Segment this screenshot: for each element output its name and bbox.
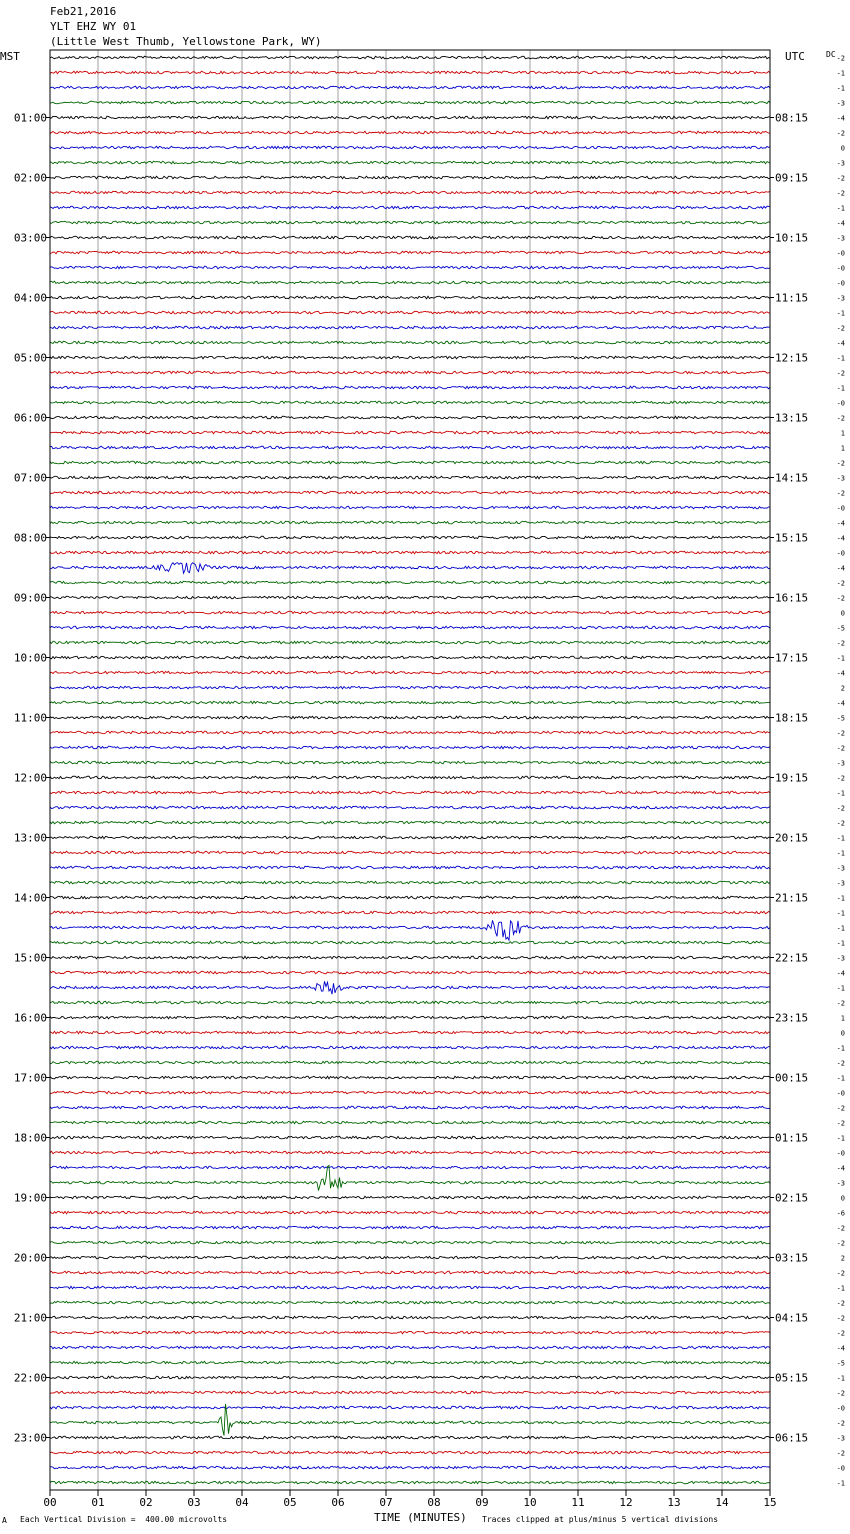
trace-row-45 [50,731,770,734]
dc-offset-label: -4 [836,1344,845,1353]
dc-offset-label: -4 [836,339,845,348]
dc-offset-label: -0 [836,399,845,408]
trace-row-66 [50,1046,770,1049]
dc-offset-label: -1 [836,84,845,93]
right-hour-label: 03:15 [775,1251,809,1265]
dc-offset-label: -3 [836,294,845,303]
trace-row-73 [50,1151,770,1154]
helicorder-date: Feb21,2016 [50,5,117,18]
x-tick-label: 15 [763,1496,777,1509]
clipping-note: Traces clipped at plus/minus 5 vertical divisions [482,1515,719,1524]
dc-offset-label: -1 [836,939,845,948]
trace-row-60 [50,956,770,959]
trace-row-87 [50,1361,770,1364]
trace-row-58 [50,920,770,940]
trace-row-80 [50,1256,770,1259]
trace-row-7 [50,161,770,164]
trace-row-35 [50,581,770,584]
dc-offset-label: -4 [836,564,845,573]
dc-offset-label: -2 [836,1329,845,1338]
dc-offset-label: -3 [836,99,845,108]
x-tick-label: 14 [715,1496,729,1509]
dc-offset-label: -2 [836,774,845,783]
trace-row-23 [50,401,770,404]
dc-offset-label: -2 [836,579,845,588]
dc-offset-label: -2 [836,459,845,468]
x-tick-label: 01 [91,1496,105,1509]
dc-offset-label: -1 [836,1479,845,1488]
left-hour-label: 01:00 [13,111,47,125]
dc-offset-label: -2 [836,1239,845,1248]
x-tick-label: 00 [43,1496,57,1509]
dc-offset-label: 1 [840,1014,845,1023]
dc-offset-label: -1 [836,1134,845,1143]
dc-offset-label: -2 [836,1314,845,1323]
dc-offset-label: -3 [836,159,845,168]
dc-offset-label: -2 [836,1104,845,1113]
dc-offset-label: -1 [836,909,845,918]
left-hour-label: 09:00 [13,591,47,605]
trace-row-55 [50,881,770,884]
dc-offset-label: 0 [840,1029,845,1038]
right-hour-labels [770,112,808,1445]
right-hour-label: 05:15 [775,1371,809,1385]
trace-row-65 [50,1031,770,1034]
dc-offset-label: -0 [836,264,845,273]
right-hour-label: 11:15 [775,291,809,305]
trace-row-20 [50,356,770,359]
trace-row-76 [50,1196,770,1199]
dc-offset-label: -4 [836,699,845,708]
left-hour-label: 20:00 [13,1251,47,1265]
dc-offset-label: -5 [836,714,845,723]
dc-offset-label: 0 [840,144,845,153]
trace-row-1 [50,71,770,74]
x-tick-label: 05 [283,1496,297,1509]
left-hour-label: 04:00 [13,291,47,305]
right-hour-label: 18:15 [775,711,809,725]
left-timezone-label: MST [0,50,20,63]
trace-row-59 [50,941,770,944]
trace-row-95 [50,1481,770,1484]
dc-offset-label: -3 [836,1434,845,1443]
trace-row-43 [50,701,770,704]
left-hour-label: 03:00 [13,231,47,245]
dc-offset-label: -2 [836,1419,845,1428]
trace-row-40 [50,656,770,659]
left-hour-label: 05:00 [13,351,47,365]
x-tick-label: 09 [475,1496,489,1509]
trace-row-22 [50,386,770,389]
left-hour-label: 11:00 [13,711,47,725]
trace-row-26 [50,446,770,449]
trace-row-12 [50,236,770,239]
dc-offset-header: DC [826,50,836,59]
right-hour-label: 17:15 [775,651,809,665]
dc-offset-label: -2 [836,639,845,648]
trace-row-70 [50,1106,770,1109]
trace-row-38 [50,626,770,629]
dc-offset-label: -2 [836,1059,845,1068]
right-hour-label: 16:15 [775,591,809,605]
dc-offset-label: -3 [836,474,845,483]
trace-row-3 [50,101,770,104]
trace-row-83 [50,1301,770,1304]
trace-row-47 [50,761,770,764]
dc-offset-label: -4 [836,114,845,123]
right-hour-label: 10:15 [775,231,809,245]
x-tick-label: 07 [379,1496,393,1509]
dc-offset-label: -2 [836,414,845,423]
dc-offset-label: -4 [836,534,845,543]
trace-row-28 [50,476,770,479]
dc-offset-label: -2 [836,1224,845,1233]
trace-row-68 [50,1076,770,1079]
left-hour-label: 08:00 [13,531,47,545]
dc-offset-label: -1 [836,384,845,393]
trace-row-67 [50,1061,770,1064]
dc-offset-label: -2 [836,189,845,198]
dc-offset-label: -1 [836,1284,845,1293]
dc-offset-label: -2 [836,1389,845,1398]
dc-offset-label: -2 [836,489,845,498]
trace-row-74 [50,1166,770,1169]
dc-offset-label: -4 [836,669,845,678]
right-hour-label: 21:15 [775,891,809,905]
left-hour-label: 16:00 [13,1011,47,1025]
trace-row-53 [50,851,770,854]
trace-row-25 [50,431,770,434]
dc-offset-label: -1 [836,834,845,843]
trace-row-72 [50,1136,770,1139]
right-hour-label: 22:15 [775,951,809,965]
station-location: (Little West Thumb, Yellowstone Park, WY) [50,35,322,48]
dc-offset-label: 0 [840,609,845,618]
dc-offset-label: -2 [836,129,845,138]
x-tick-label: 06 [331,1496,345,1509]
dc-offset-label: -0 [836,249,845,258]
dc-offset-label: -4 [836,219,845,228]
dc-offset-label: -1 [836,1044,845,1053]
dc-offset-label: -2 [836,804,845,813]
trace-row-84 [50,1316,770,1319]
x-tick-label: 03 [187,1496,201,1509]
dc-offset-label: -2 [836,819,845,828]
dc-offset-label: -1 [836,894,845,903]
dc-offset-label: -2 [836,1119,845,1128]
right-hour-label: 01:15 [775,1131,809,1145]
dc-offset-label: -2 [836,594,845,603]
dc-offset-label: -2 [836,999,845,1008]
left-hour-label: 17:00 [13,1071,47,1085]
trace-row-41 [50,671,770,674]
trace-row-33 [50,551,770,554]
left-hour-label: 13:00 [13,831,47,845]
station-code: YLT EHZ WY 01 [50,20,137,33]
trace-row-89 [50,1391,770,1394]
dc-offset-label: -1 [836,849,845,858]
dc-offset-label: -0 [836,549,845,558]
trace-row-78 [50,1226,770,1229]
right-hour-label: 09:15 [775,171,809,185]
right-hour-label: 04:15 [775,1311,809,1325]
dc-offset-label: -2 [836,54,845,63]
right-hour-label: 20:15 [775,831,809,845]
trace-row-94 [50,1466,770,1469]
dc-offset-label: -0 [836,1404,845,1413]
trace-row-30 [50,506,770,509]
left-hour-label: 18:00 [13,1131,47,1145]
trace-row-42 [50,686,770,689]
dc-offset-labels [837,55,845,1488]
right-timezone-label: UTC [785,50,805,63]
trace-row-75 [50,1165,770,1190]
trace-row-14 [50,266,770,269]
dc-offset-label: -3 [836,759,845,768]
dc-offset-label: -2 [836,1299,845,1308]
time-axis [43,1490,776,1509]
dc-offset-label: -2 [836,1269,845,1278]
dc-offset-label: -0 [836,1464,845,1473]
trace-row-21 [50,371,770,374]
right-hour-label: 02:15 [775,1191,809,1205]
x-tick-label: 02 [139,1496,153,1509]
trace-row-19 [50,341,770,344]
trace-row-62 [50,981,770,994]
dc-offset-label: -4 [836,1164,845,1173]
dc-offset-label: 2 [840,684,845,693]
right-hour-label: 19:15 [775,771,809,785]
trace-row-50 [50,806,770,809]
x-tick-label: 11 [571,1496,585,1509]
trace-row-39 [50,641,770,644]
dc-offset-label: -0 [836,1089,845,1098]
dc-offset-label: 2 [840,1254,845,1263]
x-axis-title: TIME (MINUTES) [374,1511,467,1524]
dc-offset-label: -4 [836,969,845,978]
dc-offset-label: -4 [836,519,845,528]
trace-row-63 [50,1001,770,1004]
dc-offset-label: -1 [836,309,845,318]
right-hour-label: 15:15 [775,531,809,545]
dc-offset-label: -2 [836,1449,845,1458]
trace-row-77 [50,1211,770,1214]
left-hour-label: 23:00 [13,1431,47,1445]
dc-offset-label: -2 [836,744,845,753]
trace-row-49 [50,791,770,794]
trace-row-2 [50,86,770,89]
left-hour-label: 19:00 [13,1191,47,1205]
dc-offset-label: -5 [836,624,845,633]
trace-row-93 [50,1451,770,1454]
seismic-traces [50,56,770,1484]
trace-row-16 [50,296,770,299]
trace-row-34 [50,563,770,574]
vertical-scale-note: Each Vertical Division = 400.00 microvolts [20,1515,228,1524]
dc-offset-label: -6 [836,1209,845,1218]
trace-row-37 [50,611,770,614]
trace-row-81 [50,1271,770,1274]
trace-row-92 [50,1436,770,1439]
trace-row-32 [50,536,770,539]
x-tick-label: 08 [427,1496,441,1509]
trace-row-79 [50,1241,770,1244]
left-hour-label: 02:00 [13,171,47,185]
trace-row-46 [50,746,770,749]
trace-row-24 [50,416,770,419]
right-hour-label: 06:15 [775,1431,809,1445]
dc-offset-label: -1 [836,204,845,213]
left-hour-label: 10:00 [13,651,47,665]
right-hour-label: 00:15 [775,1071,809,1085]
dc-offset-label: -0 [836,279,845,288]
dc-offset-label: -1 [836,984,845,993]
trace-row-29 [50,491,770,494]
x-tick-label: 13 [667,1496,681,1509]
left-hour-label: 15:00 [13,951,47,965]
dc-offset-label: -3 [836,954,845,963]
trace-row-48 [50,776,770,779]
right-hour-label: 08:15 [775,111,809,125]
trace-row-52 [50,836,770,839]
trace-row-57 [50,911,770,914]
dc-offset-label: -1 [836,1374,845,1383]
dc-offset-label: -2 [836,174,845,183]
dc-offset-label: -1 [836,924,845,933]
right-hour-label: 12:15 [775,351,809,365]
trace-row-0 [50,56,770,59]
x-tick-label: 12 [619,1496,633,1509]
trace-row-44 [50,716,770,719]
trace-row-56 [50,896,770,899]
left-hour-label: 22:00 [13,1371,47,1385]
trace-row-13 [50,251,770,254]
trace-row-5 [50,131,770,134]
trace-row-11 [50,221,770,224]
trace-row-10 [50,206,770,209]
trace-row-8 [50,176,770,179]
left-hour-labels [14,112,50,1445]
trace-row-61 [50,971,770,974]
trace-row-86 [50,1346,770,1349]
trace-row-15 [50,281,770,284]
x-tick-label: 10 [523,1496,537,1509]
trace-row-71 [50,1121,770,1124]
trace-row-36 [50,596,770,599]
dc-offset-label: 1 [840,444,845,453]
left-hour-label: 06:00 [13,411,47,425]
dc-offset-label: -3 [836,234,845,243]
dc-offset-label: 1 [840,429,845,438]
dc-offset-label: -1 [836,354,845,363]
dc-offset-label: -0 [836,1149,845,1158]
dc-offset-label: -3 [836,864,845,873]
left-hour-label: 12:00 [13,771,47,785]
right-hour-label: 13:15 [775,411,809,425]
dc-offset-label: -3 [836,879,845,888]
trace-row-4 [50,116,770,119]
dc-offset-label: -0 [836,504,845,513]
dc-offset-label: -1 [836,69,845,78]
trace-row-18 [50,326,770,329]
left-hour-label: 14:00 [13,891,47,905]
right-hour-label: 14:15 [775,471,809,485]
dc-offset-label: -2 [836,324,845,333]
trace-row-27 [50,461,770,464]
dc-offset-label: 0 [840,1194,845,1203]
trace-row-9 [50,191,770,194]
trace-row-6 [50,146,770,149]
trace-row-85 [50,1331,770,1334]
trace-row-31 [50,521,770,524]
dc-offset-label: -1 [836,1074,845,1083]
trace-row-90 [50,1406,770,1409]
right-hour-label: 23:15 [775,1011,809,1025]
dc-offset-label: -3 [836,1179,845,1188]
trace-row-82 [50,1286,770,1289]
dc-offset-label: -2 [836,369,845,378]
trace-row-69 [50,1091,770,1094]
trace-row-64 [50,1016,770,1019]
dc-offset-label: -5 [836,1359,845,1368]
trace-row-51 [50,821,770,824]
dc-offset-label: -1 [836,654,845,663]
trace-row-88 [50,1376,770,1379]
dc-offset-label: -2 [836,729,845,738]
left-hour-label: 21:00 [13,1311,47,1325]
x-tick-label: 04 [235,1496,249,1509]
trace-row-17 [50,311,770,314]
corner-mark: A [2,1516,7,1525]
dc-offset-label: -1 [836,789,845,798]
left-hour-label: 07:00 [13,471,47,485]
trace-row-54 [50,866,770,869]
